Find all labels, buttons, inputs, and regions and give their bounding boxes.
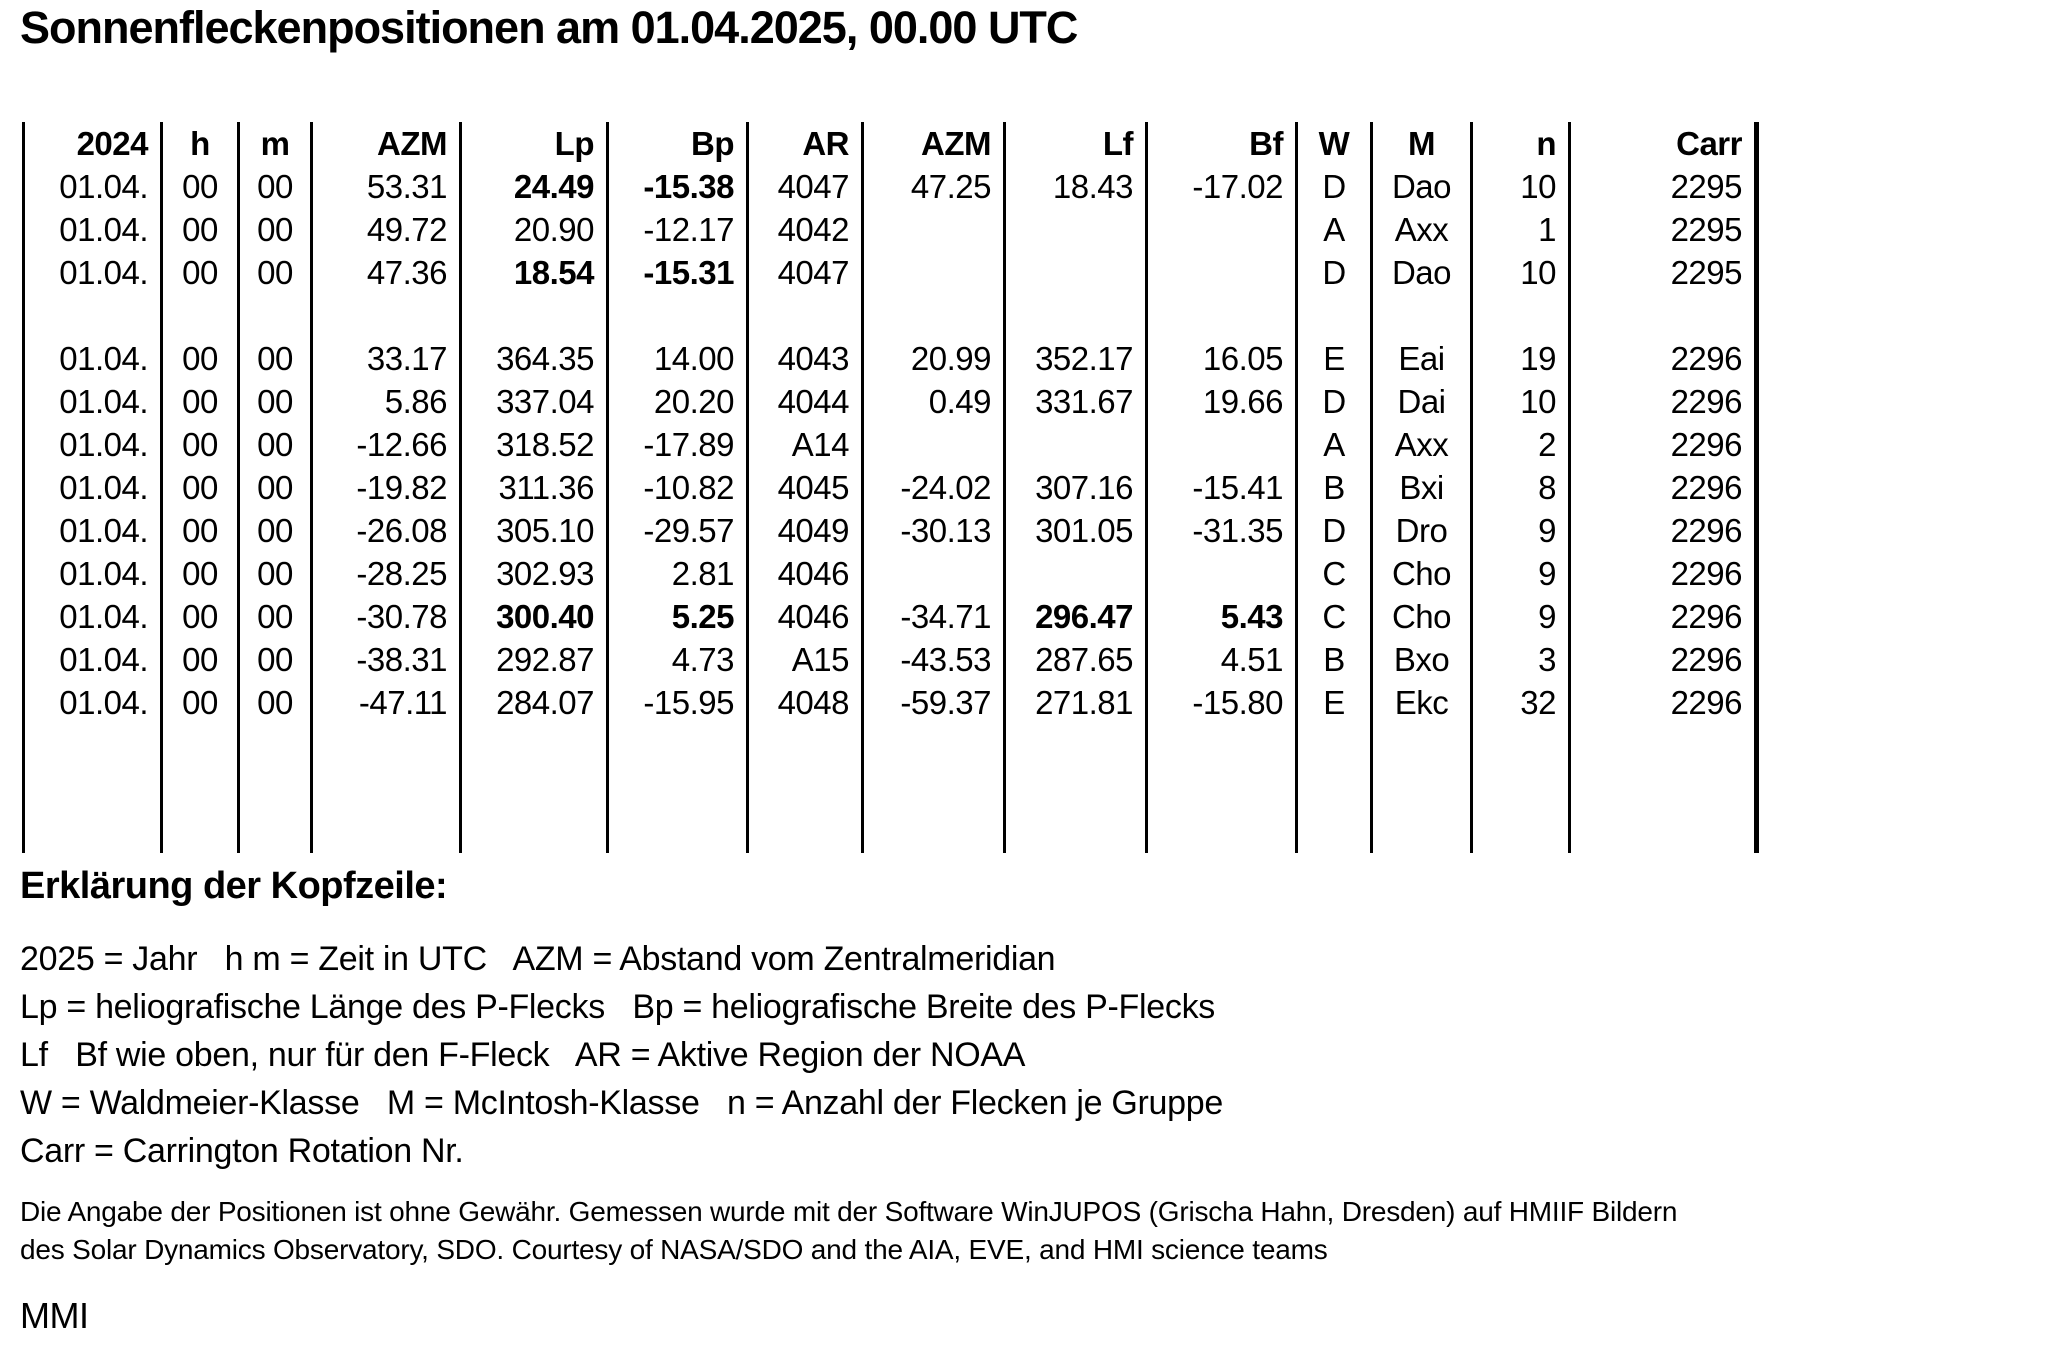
table-cell: 01.04. — [24, 380, 162, 423]
column-header: Carr — [1570, 122, 1757, 165]
table-cell: -15.80 — [1147, 681, 1297, 724]
table-cell: 292.87 — [461, 638, 608, 681]
table-cell: -15.41 — [1147, 466, 1297, 509]
table-cell: 00 — [162, 251, 239, 294]
table-cell: 01.04. — [24, 595, 162, 638]
table-cell: D — [1297, 165, 1372, 208]
table-cell: 9 — [1472, 552, 1570, 595]
table-cell: 20.99 — [863, 337, 1005, 380]
table-cell: -38.31 — [312, 638, 461, 681]
table-cell: 01.04. — [24, 466, 162, 509]
table-cell — [239, 810, 312, 853]
table-cell: 18.54 — [461, 251, 608, 294]
table-cell: 364.35 — [461, 337, 608, 380]
blank-row — [24, 294, 1757, 337]
table-cell: 00 — [162, 595, 239, 638]
disclaimer-line: des Solar Dynamics Observatory, SDO. Courtesy of NASA/SDO and the AIA, EVE, and HMI science teams — [20, 1234, 1328, 1265]
table-cell: 19.66 — [1147, 380, 1297, 423]
table-cell: 00 — [162, 681, 239, 724]
table-cell: 4046 — [748, 595, 863, 638]
table-cell: 3 — [1472, 638, 1570, 681]
table-cell: -15.31 — [608, 251, 748, 294]
table-cell — [1570, 724, 1757, 767]
table-header-row — [24, 122, 1757, 165]
column-header: Bp — [608, 122, 748, 165]
table-cell: A — [1297, 423, 1372, 466]
column-header: m — [239, 122, 312, 165]
table-cell: 01.04. — [24, 165, 162, 208]
table-cell: 2296 — [1570, 595, 1757, 638]
explanation-line: W = Waldmeier-Klasse M = McIntosh-Klasse n = Anzahl der Flecken je Gruppe — [20, 1084, 1223, 1122]
table-cell: 53.31 — [312, 165, 461, 208]
table-cell: 1 — [1472, 208, 1570, 251]
table-cell: 10 — [1472, 165, 1570, 208]
table-cell: 307.16 — [1005, 466, 1147, 509]
table-cell: 4046 — [748, 552, 863, 595]
table-cell — [1005, 767, 1147, 810]
table-cell: 20.20 — [608, 380, 748, 423]
table-cell: 00 — [162, 423, 239, 466]
table-cell: 284.07 — [461, 681, 608, 724]
table-cell: -43.53 — [863, 638, 1005, 681]
table-cell — [1297, 294, 1372, 337]
table-cell: 01.04. — [24, 423, 162, 466]
table-cell: 5.25 — [608, 595, 748, 638]
table-cell: 4047 — [748, 251, 863, 294]
table-cell: 5.43 — [1147, 595, 1297, 638]
table-cell — [1472, 810, 1570, 853]
table-cell: 287.65 — [1005, 638, 1147, 681]
table-cell: 10 — [1472, 380, 1570, 423]
table-cell: 00 — [239, 208, 312, 251]
table-cell: 300.40 — [461, 595, 608, 638]
column-header: Lp — [461, 122, 608, 165]
table-cell: 311.36 — [461, 466, 608, 509]
table-cell — [1372, 810, 1472, 853]
table-cell: 2296 — [1570, 509, 1757, 552]
table-cell: 24.49 — [461, 165, 608, 208]
table-cell — [24, 294, 162, 337]
table-cell: 2296 — [1570, 337, 1757, 380]
table-cell: -59.37 — [863, 681, 1005, 724]
explanation-heading: Erklärung der Kopfzeile: — [20, 865, 448, 907]
table-cell: 00 — [162, 638, 239, 681]
table-cell: 4047 — [748, 165, 863, 208]
table-cell: 00 — [162, 380, 239, 423]
table-row — [24, 380, 1757, 423]
table-cell: D — [1297, 251, 1372, 294]
signature: MMI — [20, 1295, 89, 1336]
table-cell: -15.38 — [608, 165, 748, 208]
table-cell — [863, 423, 1005, 466]
table-row — [24, 208, 1757, 251]
blank-row — [24, 810, 1757, 853]
table-cell: 01.04. — [24, 208, 162, 251]
table-cell: -24.02 — [863, 466, 1005, 509]
table-cell — [1005, 251, 1147, 294]
table-cell: Axx — [1372, 423, 1472, 466]
table-cell: -31.35 — [1147, 509, 1297, 552]
table-cell: A15 — [748, 638, 863, 681]
table-cell: Dai — [1372, 380, 1472, 423]
table-cell: -10.82 — [608, 466, 748, 509]
table-cell: 00 — [162, 509, 239, 552]
table-cell — [239, 767, 312, 810]
table-cell: 4045 — [748, 466, 863, 509]
column-header: n — [1472, 122, 1570, 165]
table-cell — [1372, 724, 1472, 767]
table-cell: -19.82 — [312, 466, 461, 509]
table-cell: 2295 — [1570, 208, 1757, 251]
table-cell: C — [1297, 552, 1372, 595]
table-cell: 32 — [1472, 681, 1570, 724]
table-cell — [1005, 423, 1147, 466]
table-cell: Dao — [1372, 165, 1472, 208]
table-cell: 47.36 — [312, 251, 461, 294]
table-cell: 9 — [1472, 595, 1570, 638]
table-cell: -12.66 — [312, 423, 461, 466]
table-cell: 01.04. — [24, 681, 162, 724]
table-cell: 00 — [239, 595, 312, 638]
table-cell: 14.00 — [608, 337, 748, 380]
disclaimer-line: Die Angabe der Positionen ist ohne Gewähr. Gemessen wurde mit der Software WinJUPOS (Grischa Hahn, Dresden) auf HMIIF Bildern — [20, 1196, 1678, 1227]
table-cell — [1147, 251, 1297, 294]
table-cell — [1005, 810, 1147, 853]
table-cell: 47.25 — [863, 165, 1005, 208]
table-cell — [608, 294, 748, 337]
table-cell — [1147, 767, 1297, 810]
table-cell — [1372, 767, 1472, 810]
table-cell — [863, 208, 1005, 251]
table-cell — [312, 294, 461, 337]
table-cell — [863, 810, 1005, 853]
table-cell — [312, 724, 461, 767]
table-cell — [608, 810, 748, 853]
table-cell — [162, 810, 239, 853]
table-cell — [608, 767, 748, 810]
column-header: AZM — [863, 122, 1005, 165]
table-cell: 8 — [1472, 466, 1570, 509]
table-cell: 19 — [1472, 337, 1570, 380]
table-cell: B — [1297, 638, 1372, 681]
table-cell: 01.04. — [24, 638, 162, 681]
table-cell: 10 — [1472, 251, 1570, 294]
table-cell: 00 — [239, 681, 312, 724]
explanation-line: Lf Bf wie oben, nur für den F-Fleck AR = Aktive Region der NOAA — [20, 1036, 1026, 1074]
table-cell: -34.71 — [863, 595, 1005, 638]
table-cell: 2295 — [1570, 251, 1757, 294]
table-cell: Bxi — [1372, 466, 1472, 509]
table-cell: 0.49 — [863, 380, 1005, 423]
table-row — [24, 423, 1757, 466]
table-cell — [608, 724, 748, 767]
table-cell: E — [1297, 681, 1372, 724]
table-cell — [1147, 552, 1297, 595]
table-cell — [1005, 208, 1147, 251]
table-cell: Bxo — [1372, 638, 1472, 681]
table-cell: 49.72 — [312, 208, 461, 251]
table-cell — [461, 767, 608, 810]
table-cell — [312, 810, 461, 853]
blank-row — [24, 724, 1757, 767]
table-cell — [863, 552, 1005, 595]
explanation-line: 2025 = Jahr h m = Zeit in UTC AZM = Abstand vom Zentralmeridian — [20, 940, 1056, 978]
table-cell: 2296 — [1570, 380, 1757, 423]
table-cell: A — [1297, 208, 1372, 251]
table-cell: -30.13 — [863, 509, 1005, 552]
table-cell: Cho — [1372, 552, 1472, 595]
table-cell: E — [1297, 337, 1372, 380]
table-cell — [1147, 724, 1297, 767]
column-header: M — [1372, 122, 1472, 165]
table-cell — [1005, 724, 1147, 767]
table-cell — [1147, 810, 1297, 853]
table-cell: 4.73 — [608, 638, 748, 681]
table-cell: D — [1297, 509, 1372, 552]
table-cell: 00 — [239, 552, 312, 595]
table-cell: 00 — [239, 251, 312, 294]
table-cell: Axx — [1372, 208, 1472, 251]
table-row — [24, 466, 1757, 509]
table-cell: -47.11 — [312, 681, 461, 724]
column-header: AZM — [312, 122, 461, 165]
sunspot-table-body — [24, 165, 1757, 853]
table-cell: Cho — [1372, 595, 1472, 638]
table-cell: 305.10 — [461, 509, 608, 552]
table-cell: 00 — [239, 165, 312, 208]
table-cell: 4043 — [748, 337, 863, 380]
table-cell: 00 — [162, 466, 239, 509]
table-cell: 4042 — [748, 208, 863, 251]
table-cell — [863, 251, 1005, 294]
table-cell — [1147, 208, 1297, 251]
table-cell: 4049 — [748, 509, 863, 552]
table-cell: 00 — [239, 337, 312, 380]
column-header: AR — [748, 122, 863, 165]
table-cell — [162, 767, 239, 810]
table-cell: C — [1297, 595, 1372, 638]
column-header: h — [162, 122, 239, 165]
table-cell — [748, 810, 863, 853]
table-cell: 9 — [1472, 509, 1570, 552]
table-cell — [1005, 294, 1147, 337]
table-cell — [863, 724, 1005, 767]
table-cell: 301.05 — [1005, 509, 1147, 552]
table-cell: 20.90 — [461, 208, 608, 251]
table-cell: 16.05 — [1147, 337, 1297, 380]
table-cell — [1570, 767, 1757, 810]
explanation-line: Lp = heliografische Länge des P-Flecks Bp = heliografische Breite des P-Flecks — [20, 988, 1215, 1026]
table-cell: 2296 — [1570, 423, 1757, 466]
column-header: Lf — [1005, 122, 1147, 165]
table-row — [24, 337, 1757, 380]
table-cell — [461, 724, 608, 767]
table-cell: -12.17 — [608, 208, 748, 251]
table-cell: D — [1297, 380, 1372, 423]
table-cell: 18.43 — [1005, 165, 1147, 208]
table-cell: 00 — [239, 466, 312, 509]
table-cell: 4.51 — [1147, 638, 1297, 681]
table-cell: 296.47 — [1005, 595, 1147, 638]
table-cell — [1147, 294, 1297, 337]
table-cell — [863, 767, 1005, 810]
table-cell: 4048 — [748, 681, 863, 724]
explanation-line: Carr = Carrington Rotation Nr. — [20, 1132, 464, 1170]
table-cell: 318.52 — [461, 423, 608, 466]
table-cell — [1147, 423, 1297, 466]
table-cell — [863, 294, 1005, 337]
disclaimer — [20, 1193, 2030, 1269]
table-cell — [461, 294, 608, 337]
table-cell: 2296 — [1570, 638, 1757, 681]
table-cell — [239, 724, 312, 767]
table-cell: -26.08 — [312, 509, 461, 552]
table-cell: 00 — [239, 380, 312, 423]
table-cell: A14 — [748, 423, 863, 466]
table-cell: 2.81 — [608, 552, 748, 595]
table-cell: Ekc — [1372, 681, 1472, 724]
table-cell — [239, 294, 312, 337]
table-cell: B — [1297, 466, 1372, 509]
table-cell: 337.04 — [461, 380, 608, 423]
table-cell — [748, 767, 863, 810]
table-cell: 01.04. — [24, 509, 162, 552]
table-row — [24, 552, 1757, 595]
table-cell: 5.86 — [312, 380, 461, 423]
table-cell: 00 — [239, 509, 312, 552]
table-cell — [24, 810, 162, 853]
table-cell: Eai — [1372, 337, 1472, 380]
table-cell: -15.95 — [608, 681, 748, 724]
table-cell: 01.04. — [24, 552, 162, 595]
table-cell — [1570, 294, 1757, 337]
table-cell: -17.02 — [1147, 165, 1297, 208]
table-cell: 01.04. — [24, 337, 162, 380]
table-cell — [162, 294, 239, 337]
sunspot-table — [22, 122, 1759, 853]
table-cell: -30.78 — [312, 595, 461, 638]
table-row — [24, 681, 1757, 724]
table-cell — [1297, 810, 1372, 853]
table-row — [24, 251, 1757, 294]
table-row — [24, 509, 1757, 552]
table-cell: Dao — [1372, 251, 1472, 294]
table-cell: -28.25 — [312, 552, 461, 595]
table-cell: 00 — [162, 337, 239, 380]
column-header: W — [1297, 122, 1372, 165]
table-cell: 01.04. — [24, 251, 162, 294]
table-cell: 2295 — [1570, 165, 1757, 208]
table-cell — [1472, 724, 1570, 767]
table-cell: 00 — [239, 638, 312, 681]
table-cell: 2 — [1472, 423, 1570, 466]
table-cell — [748, 724, 863, 767]
table-cell — [748, 294, 863, 337]
table-row — [24, 165, 1757, 208]
table-cell: 4044 — [748, 380, 863, 423]
table-cell: 2296 — [1570, 466, 1757, 509]
table-cell: 302.93 — [461, 552, 608, 595]
table-cell — [24, 767, 162, 810]
table-cell — [1570, 810, 1757, 853]
table-cell — [1472, 767, 1570, 810]
table-cell: 33.17 — [312, 337, 461, 380]
table-cell: 00 — [162, 165, 239, 208]
table-cell: -17.89 — [608, 423, 748, 466]
page-title: Sonnenfleckenpositionen am 01.04.2025, 00.00 UTC — [20, 2, 1078, 53]
table-cell: -29.57 — [608, 509, 748, 552]
table-cell — [162, 724, 239, 767]
table-cell — [461, 810, 608, 853]
column-header: 2024 — [24, 122, 162, 165]
table-cell — [1372, 294, 1472, 337]
table-cell — [1297, 767, 1372, 810]
table-cell: 00 — [162, 208, 239, 251]
table-cell — [1005, 552, 1147, 595]
table-cell — [1297, 724, 1372, 767]
table-cell: Dro — [1372, 509, 1472, 552]
table-cell: 271.81 — [1005, 681, 1147, 724]
table-row — [24, 595, 1757, 638]
table-cell — [1472, 294, 1570, 337]
explanation-block — [20, 935, 1223, 1175]
table-cell: 2296 — [1570, 681, 1757, 724]
table-cell: 331.67 — [1005, 380, 1147, 423]
table-cell — [24, 724, 162, 767]
table-cell: 2296 — [1570, 552, 1757, 595]
table-cell: 352.17 — [1005, 337, 1147, 380]
blank-row — [24, 767, 1757, 810]
table-cell: 00 — [239, 423, 312, 466]
table-cell — [312, 767, 461, 810]
table-row — [24, 638, 1757, 681]
table-cell: 00 — [162, 552, 239, 595]
column-header: Bf — [1147, 122, 1297, 165]
